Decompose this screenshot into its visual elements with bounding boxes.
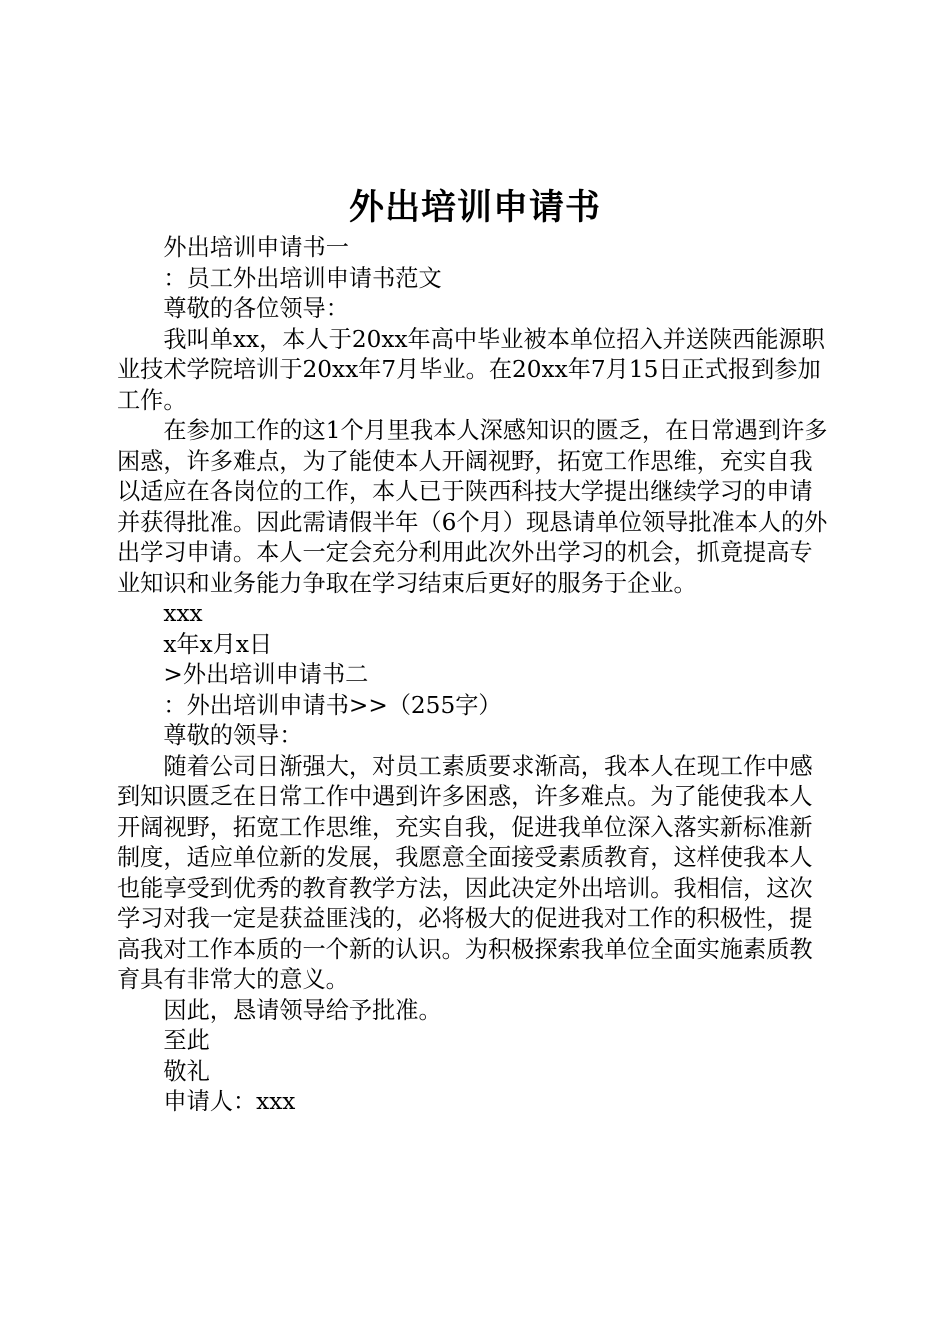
paragraph-request-2: 随着公司日渐强大，对员工素质要求渐高，我本人在现工作中感到知识匮乏在日常工作中遇到许多困惑，许多难点。为了能使我本人开阔视野，拓宽工作思维，充实自我，促进我单位深入落实新标准新制度，适应单位新的发展，我愿意全面接受素质教育，这样使我本人也能享受到优秀的教育教学方法，因此决定外出培训。我相信，这次学习对我一定是获益匪浅的，必将极大的促进我对工作的积极性，提高我对工作本质的一个新的认识。为积极探索我单位全面实施素质教育具有非常大的意义。 [117,752,813,993]
paragraph-subtitle-1: ：员工外出培训申请书范文 [163,264,442,292]
paragraph-date-1: x年x月x日 [163,630,273,658]
paragraph-salutation-2: 尊敬的领导： [163,722,303,749]
paragraph-heading-2: >外出培训申请书二 [163,661,369,688]
paragraph-request-1: 在参加工作的这1个月里我本人深感知识的匮乏，在日常遇到许多困惑，许多难点，为了能使本人开阔视野，拓宽工作思维，充实自我以适应在各岗位的工作，本人已于陕西科技大学提出继续学习的申请并获得批准。因此需请假半年（6个月）现恳请单位领导批准本人的外出学习申请。本人一定会充分利用此次外出学习的机会，抓竟提高专业知识和业务能力争取在学习结束后更好的服务于企业。 [117,417,828,597]
document-title: 外出培训申请书 [348,187,601,228]
paragraph-closing-1: 至此 [163,1027,210,1054]
paragraph-closing-request: 因此，恳请领导给予批准。 [163,996,442,1024]
paragraph-closing-2: 敬礼 [163,1057,210,1085]
document-body [117,233,833,1118]
paragraph-signature-name-1: xxx [163,600,203,627]
paragraph-heading-1: 外出培训申请书一 [163,234,349,261]
paragraph-subtitle-2: ：外出培训申请书>>（255字） [163,691,502,719]
paragraph-applicant: 申请人：xxx [163,1088,296,1115]
paragraph-intro: 我叫单xx，本人于20xx年高中毕业被本单位招入并送陕西能源职业技术学院培训于20xx年7月毕业。在20xx年7月15日正式报到参加工作。 [117,325,825,414]
paragraph-salutation-1: 尊敬的各位领导： [163,295,349,322]
